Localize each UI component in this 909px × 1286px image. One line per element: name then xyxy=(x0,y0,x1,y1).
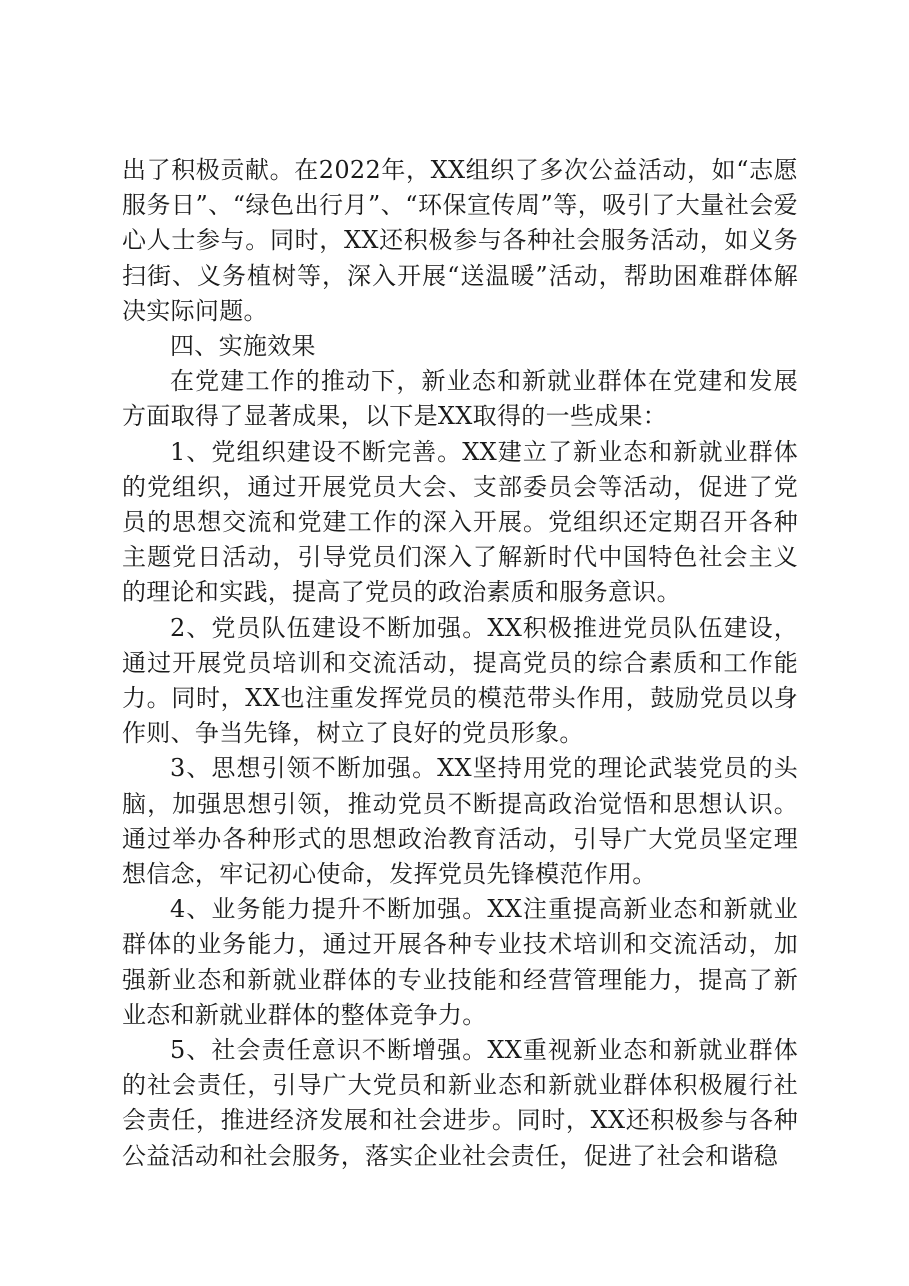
paragraph-item-2: 2、党员队伍建设不断加强。XX积极推进党员队伍建设，通过开展党员培训和交流活动，提高党员的综合素质和工作能力。同时，XX也注重发挥党员的模范带头作用，鼓励党员以身作则、争当先锋，树立了良好的党员形象。 xyxy=(122,613,798,748)
paragraph-continuation: 出了积极贡献。在2022年，XX组织了多次公益活动，如“志愿服务日”、“绿色出行月”、“环保宣传周”等，吸引了大量社会爱心人士参与。同时，XX还积极参与各种社会服务活动，如义务扫街、义务植树等，深入开展“送温暖”活动，帮助困难群体解决实际问题。 xyxy=(122,156,798,325)
section-heading-implementation-effects: 四、实施效果 xyxy=(170,332,316,361)
paragraph-intro: 在党建工作的推动下，新业态和新就业群体在党建和发展方面取得了显著成果，以下是XX取得的一些成果： xyxy=(122,367,798,431)
paragraph-item-1: 1、党组织建设不断完善。XX建立了新业态和新就业群体的党组织，通过开展党员大会、支部委员会等活动，促进了党员的思想交流和党建工作的深入开展。党组织还定期召开各种主题党日活动，引导党员们深入了解新时代中国特色社会主义的理论和实践，提高了党员的政治素质和服务意识。 xyxy=(122,437,798,607)
paragraph-item-5: 5、社会责任意识不断增强。XX重视新业态和新就业群体的社会责任，引导广大党员和新业态和新就业群体积极履行社会责任，推进经济发展和社会进步。同时，XX还积极参与各种公益活动和社会服务，落实企业社会责任，促进了社会和谐稳 xyxy=(122,1036,798,1170)
paragraph-item-3: 3、思想引领不断加强。XX坚持用党的理论武装党员的头脑，加强思想引领，推动党员不断提高政治觉悟和思想认识。通过举办各种形式的思想政治教育活动，引导广大党员坚定理想信念，牢记初心使命，发挥党员先锋模范作用。 xyxy=(122,754,798,889)
document-body xyxy=(122,153,798,1174)
paragraph-item-4: 4、业务能力提升不断加强。XX注重提高新业态和新就业群体的业务能力，通过开展各种专业技术培训和交流活动，加强新业态和新就业群体的专业技能和经营管理能力，提高了新业态和新就业群体的整体竞争力。 xyxy=(122,895,798,1029)
